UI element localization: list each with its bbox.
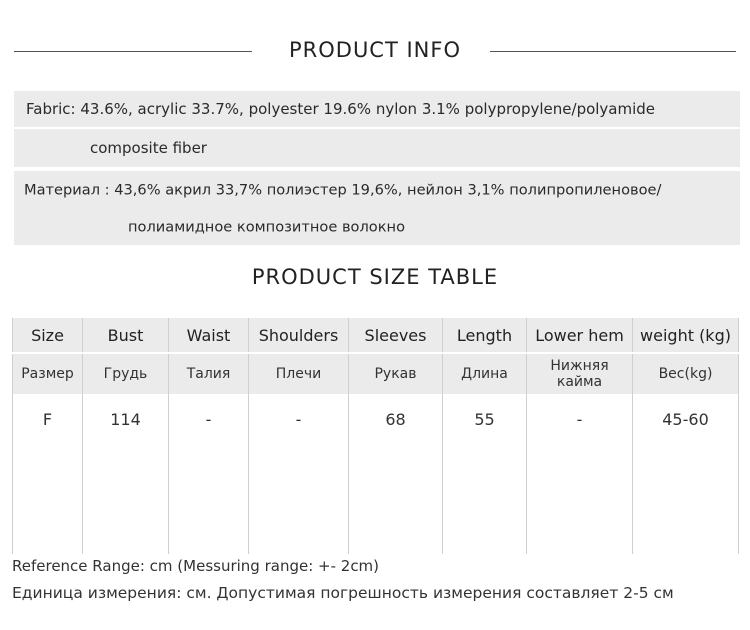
header-cell-ru: Грудь <box>83 353 169 394</box>
table-cell: - <box>169 394 249 554</box>
header-cell: Length <box>443 318 527 353</box>
fabric-row-2 <box>14 129 740 167</box>
header-cell-ru: Размер <box>13 353 83 394</box>
header-cell: Sleeves <box>349 318 443 353</box>
header-cell: Waist <box>169 318 249 353</box>
header-cell-ru: Талия <box>169 353 249 394</box>
header-cell: Bust <box>83 318 169 353</box>
table-cell: 114 <box>83 394 169 554</box>
material-text-1: Материал : 43,6% акрил 33,7% полиэстер 19,6%, нейлон 3,1% полипропиленовое/ <box>24 181 662 199</box>
size-table-ru-header-row <box>13 353 739 394</box>
table-cell: 68 <box>349 394 443 554</box>
table-row <box>13 394 739 554</box>
size-table-title: PRODUCT SIZE TABLE <box>251 265 499 289</box>
header-cell-ru: Нижняя кайма <box>527 353 633 394</box>
fabric-text-1: Fabric: 43.6%, acrylic 33.7%, polyester 19.6% nylon 3.1% polypropylene/polyamide <box>26 100 656 118</box>
table-cell: 45-60 <box>633 394 739 554</box>
table-cell: F <box>13 394 83 554</box>
fabric-row-1 <box>14 91 740 127</box>
header-cell-ru: Длина <box>443 353 527 394</box>
material-row-2 <box>14 209 740 245</box>
size-table <box>12 318 739 554</box>
header-cell: Size <box>13 318 83 353</box>
unit-note-ru: Единица измерения: см. Допустимая погрешность измерения составляет 2-5 см <box>12 584 674 602</box>
title-rule-right <box>490 51 736 52</box>
header-cell-ru: Плечи <box>249 353 349 394</box>
reference-range-note: Reference Range: cm (Messuring range: +- 2cm) <box>12 557 380 575</box>
material-text-2: полиамидное композитное волокно <box>128 218 406 236</box>
header-cell-ru: Рукав <box>349 353 443 394</box>
header-cell-ru: Вес(kg) <box>633 353 739 394</box>
header-cell: Shoulders <box>249 318 349 353</box>
table-cell: - <box>249 394 349 554</box>
fabric-text-2: composite fiber <box>90 139 207 157</box>
table-cell: 55 <box>443 394 527 554</box>
header-cell: weight (kg) <box>633 318 739 353</box>
header-cell: Lower hem <box>527 318 633 353</box>
table-cell: - <box>527 394 633 554</box>
material-row-1 <box>14 171 740 209</box>
size-table-header-row <box>13 318 739 353</box>
product-info-title: PRODUCT INFO <box>288 38 461 62</box>
